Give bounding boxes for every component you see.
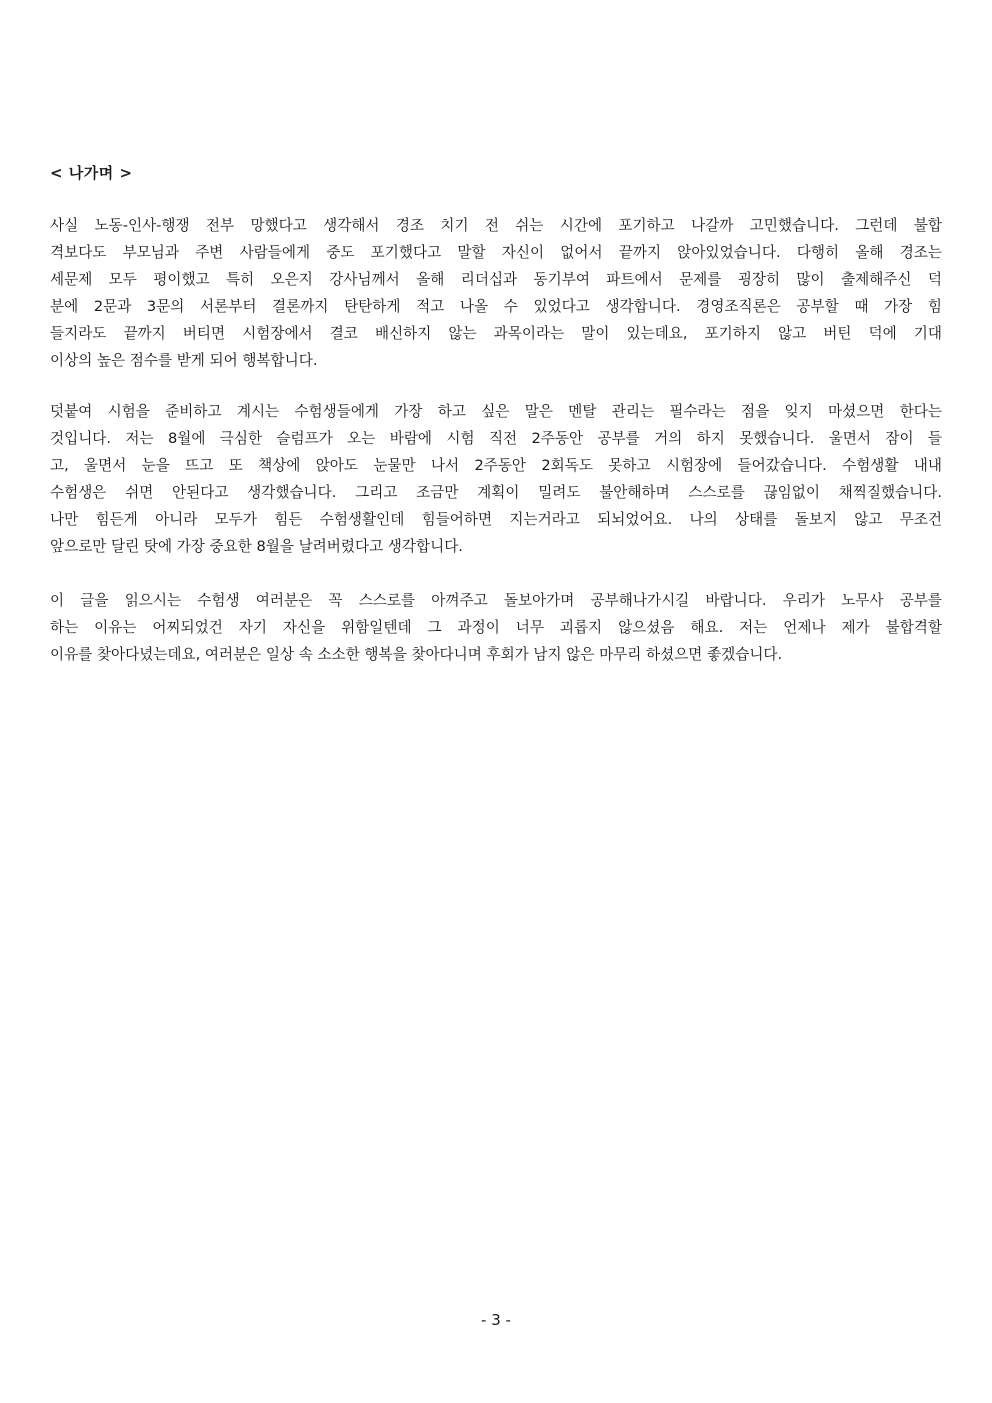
paragraph-line: 앞으로만 달린 탓에 가장 중요한 8월을 날려버렸다고 생각합니다. <box>50 538 463 555</box>
paragraph-line: 분에 2문과 3문의 서론부터 결론까지 탄탄하게 적고 나올 수 있었다고 생각합니다. 경영조직론은 공부할 때 가장 힘 <box>50 298 942 315</box>
paragraph-mental-health-advice <box>50 398 942 560</box>
paragraph-line: 하는 이유는 어찌되었건 자기 자신을 위함일텐데 그 과정이 너무 괴롭지 않으셨음 해요. 저는 언제나 제가 불합격할 <box>50 619 942 636</box>
paragraph-line: 이 글을 읽으시는 수험생 여러분은 꼭 스스로를 아껴주고 돌보아가며 공부해나가시길 바랍니다. 우리가 노무사 공부를 <box>50 592 942 609</box>
paragraph-closing-reflection <box>50 212 942 374</box>
paragraph-line: 나만 힘든게 아니라 모두가 힘든 수험생활인데 힘들어하면 지는거라고 되뇌었어요. 나의 상태를 돌보지 않고 무조건 <box>50 511 942 528</box>
paragraph-line: 세문제 모두 평이했고 특히 오은지 강사님께서 올해 리더십과 동기부여 파트에서 문제를 굉장히 많이 출제해주신 덕 <box>50 271 942 288</box>
paragraph-line: 고, 울면서 눈을 뜨고 또 책상에 앉아도 눈물만 나서 2주동안 2회독도 못하고 시험장에 들어갔습니다. 수험생활 내내 <box>50 457 942 474</box>
paragraph-line: 사실 노동-인사-행쟁 전부 망했다고 생각해서 경조 치기 전 쉬는 시간에 포기하고 나갈까 고민했습니다. 그런데 불합 <box>50 217 942 234</box>
section-heading: < 나가며 > <box>50 164 133 182</box>
paragraph-final-message <box>50 587 942 668</box>
paragraph-line: 것입니다. 저는 8월에 극심한 슬럼프가 오는 바람에 시험 직전 2주동안 공부를 거의 하지 못했습니다. 울면서 잠이 들 <box>50 430 942 447</box>
paragraph-line: 이상의 높은 점수를 받게 되어 행복합니다. <box>50 352 318 369</box>
paragraph-line: 격보다도 부모님과 주변 사람들에게 중도 포기했다고 말할 자신이 없어서 끝까지 앉아있었습니다. 다행히 올해 경조는 <box>50 244 942 261</box>
paragraph-line: 이유를 찾아다녔는데요, 여러분은 일상 속 소소한 행복을 찾아다니며 후회가 남지 않은 마무리 하셨으면 좋겠습니다. <box>50 646 783 663</box>
paragraph-line: 덧붙여 시험을 준비하고 계시는 수험생들에게 가장 하고 싶은 말은 멘탈 관리는 필수라는 점을 잊지 마셨으면 한다는 <box>50 403 942 420</box>
paragraph-line: 들지라도 끝까지 버티면 시험장에서 결코 배신하지 않는 과목이라는 말이 있는데요, 포기하지 않고 버틴 덕에 기대 <box>50 325 942 342</box>
paragraph-line: 수험생은 쉬면 안된다고 생각했습니다. 그리고 조금만 계획이 밀려도 불안해하며 스스로를 끊임없이 채찍질했습니다. <box>50 484 942 501</box>
page-number: - 3 - <box>481 1311 511 1329</box>
